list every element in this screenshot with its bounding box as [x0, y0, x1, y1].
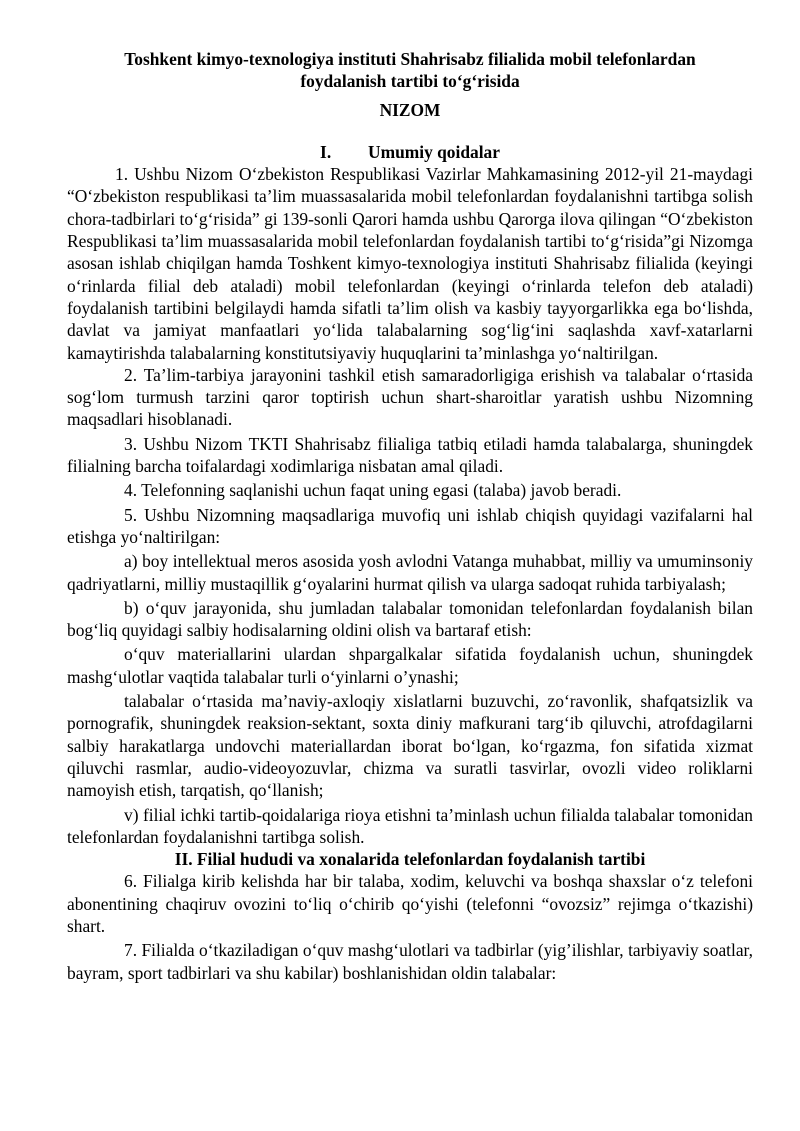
paragraph-7: 7. Filialda o‘tkaziladigan o‘quv mashg‘ulotlari va tadbirlar (yig’ilishlar, tarbiyaviy soatlar, bayram, sport tadbirlari va shu kabilar) boshlanishidan oldin talabalar:: [67, 940, 753, 983]
section-1-heading: [67, 141, 753, 163]
paragraph-5b: b) o‘quv jarayonida, shu jumladan talabalar tomonidan telefonlardan foydalanish bilan bog‘liq quyidagi salbiy hodisalarning oldini olish va bartaraf etish:: [67, 597, 753, 641]
paragraph-5b-item-2: talabalar o‘rtasida ma’naviy-axloqiy xislatlarni buzuvchi, zo‘ravonlik, shafqatsizlik va pornografik, shuningdek reaksion-sektant, soxta diniy mafkurani targ‘ib qiluvchi, atrofdagilarni salbiy harakatlarga undovchi materiallardan iborat bo‘lgan, ko‘rgazma, fon sifatida xizmat qiluvchi rasmlar, audio-videoyozuvlar, chizma va suratli tasvirlar, ovozli video roliklarni namoyish etish, tarqatish, qo‘llanish;: [67, 691, 753, 801]
document-subtitle: NIZOM: [379, 99, 441, 120]
paragraph-1: 1. Ushbu Nizom O‘zbekiston Respublikasi Vazirlar Mahkamasining 2012-yil 21-maydagi “O‘zbekiston respublikasi ta’lim muassasalarida mobil telefonlardan foydalanishni tartibga solish chora-tadbirlari to‘g‘risida” gi 139-sonli Qarori hamda ushbu Qarorga ilova qilingan “O‘zbekiston Respublikasi ta’lim muassasalarida mobil telefonlardan foydalanish tartibi to‘g‘risida”gi Nizomga asosan ishlab chiqilgan hamda Toshkent kimyo-texnologiya instituti Shahrisabz filialida (keyingi o‘rinlarda filial deb ataladi) mobil telefonlardan (keyingi o‘rinlarda telefon deb ataladi) foydalanish tartibini belgilaydi hamda sifatli ta’lim olish va kasbiy tayyorgarlikka ega bo‘lishda, davlat va jamiyat manfaatlari yo‘lida talabalarning sog‘lig‘ini saqlashda xavf-xatarlarni kamaytirishda talabalarning konstitutsiyaviy huquqlarini ta’minlashga yo‘naltirilgan.: [67, 164, 753, 363]
paragraph-2: 2. Ta’lim-tarbiya jarayonini tashkil etish samaradorligiga erishish va talabalar o‘rtasida sog‘lom turmush tarzini qaror toptirish uchun shart-sharoitlar yaratish ushbu Nizomning maqsadlari hisoblanadi.: [67, 364, 753, 430]
paragraph-5b-item-1: o‘quv materiallarini ulardan shpargalkalar sifatida foydalanish uchun, shuningdek mashg‘ulotlar vaqtida talabalar turli o‘yinlarni o’ynashi;: [67, 644, 753, 687]
paragraph-5v: v) filial ichki tartib-qoidalariga rioya etishni ta’minlash uchun filialda talabalar tomonidan telefonlardan foydalanishni tartibga solish.: [67, 804, 753, 847]
section-1-title: Umumiy qoidalar: [368, 141, 500, 162]
paragraph-6: 6. Filialga kirib kelishda har bir talaba, xodim, keluvchi va boshqa shaxslar o‘z telefoni abonentining chaqiruv ovozini to‘liq o‘chirib qo‘yishi (telefonni “ovozsiz” rejimga o‘tkazishi) shart.: [67, 871, 753, 936]
document-title: Toshkent kimyo-texnologiya instituti Shahrisabz filialida mobil telefonlardan foydalanish tartibi to‘g‘risida: [124, 49, 696, 92]
document-page: [67, 44, 753, 984]
paragraph-5: 5. Ushbu Nizomning maqsadlariga muvofiq uni ishlab chiqish quyidagi vazifalarni hal etishga yo‘naltirilgan:: [67, 504, 753, 547]
section-1-number: I.: [320, 141, 332, 162]
paragraph-4: 4. Telefonning saqlanishi uchun faqat uning egasi (talaba) javob beradi.: [124, 480, 622, 501]
paragraph-3: 3. Ushbu Nizom TKTI Shahrisabz filialiga tatbiq etiladi hamda talabalarga, shuningdek filialning barcha toifalardagi xodimlariga nisbatan amal qiladi.: [67, 433, 753, 477]
section-2-heading: II. Filial hududi va xonalarida telefonlardan foydalanish tartibi: [174, 849, 646, 870]
paragraph-5a: a) boy intellektual meros asosida yosh avlodni Vatanga muhabbat, milliy va umuminsoniy qadriyatlarni, milliy mustaqillik g‘oyalarini hurmat qilish va ularga sadoqat ruhida tarbiyalash;: [67, 551, 753, 594]
